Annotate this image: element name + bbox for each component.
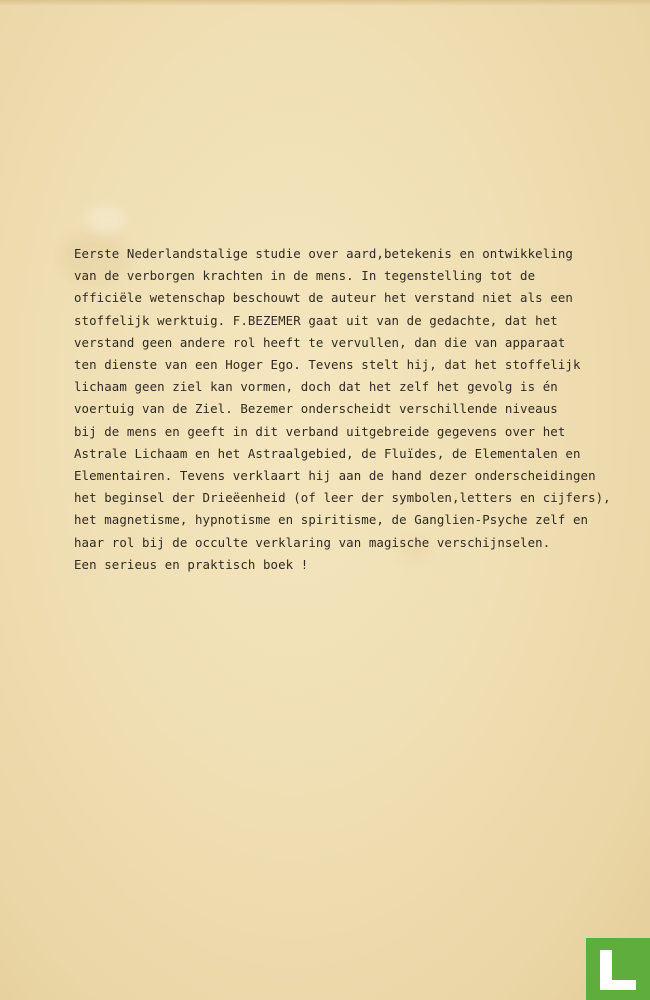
blurb-line: van de verborgen krachten in de mens. In tegenstelling tot de (74, 268, 536, 284)
blurb-line: lichaam geen ziel kan vormen, doch dat het zelf het gevolg is én (74, 379, 558, 395)
blurb-line: Een serieus en praktisch boek ! (74, 556, 309, 572)
paper-stain (85, 205, 125, 235)
blurb-line: het magnetisme, hypnotisme en spiritisme, de Ganglien-Psyche zelf en (74, 512, 589, 528)
blurb-line: Elementairen. Tevens verklaart hij aan de hand dezer onderscheidingen (74, 468, 596, 484)
blurb-line: Eerste Nederlandstalige studie over aard,betekenis en ontwikkeling (74, 246, 573, 261)
blurb-line: stoffelijk werktuig. F.BEZEMER gaat uit van de gedachte, dat het (74, 312, 558, 328)
logo-letter-l-icon (586, 938, 650, 1000)
blurb-line: het beginsel der Drieëenheid (of leer der symbolen,letters en cijfers), (74, 490, 611, 506)
back-cover-blurb (74, 243, 634, 576)
blurb-line: bij de mens en geeft in dit verband uitgebreide gegevens over het (74, 423, 566, 439)
publisher-logo-icon (586, 938, 650, 1000)
blurb-line: ten dienste van een Hoger Ego. Tevens stelt hij, dat het stoffelijk (74, 357, 581, 373)
blurb-line: haar rol bij de occulte verklaring van magische verschijnselen. (74, 534, 551, 550)
cover-edge-shading (0, 0, 650, 6)
blurb-line: Astrale Lichaam en het Astraalgebied, de Fluïdes, de Elementalen en (74, 445, 581, 461)
blurb-line: officiële wetenschap beschouwt de auteur het verstand niet als een (74, 290, 573, 306)
blurb-line: voertuig van de Ziel. Bezemer onderscheidt verschillende niveaus (74, 401, 558, 417)
blurb-line: verstand geen andere rol heeft te vervullen, dan die van apparaat (74, 334, 566, 350)
